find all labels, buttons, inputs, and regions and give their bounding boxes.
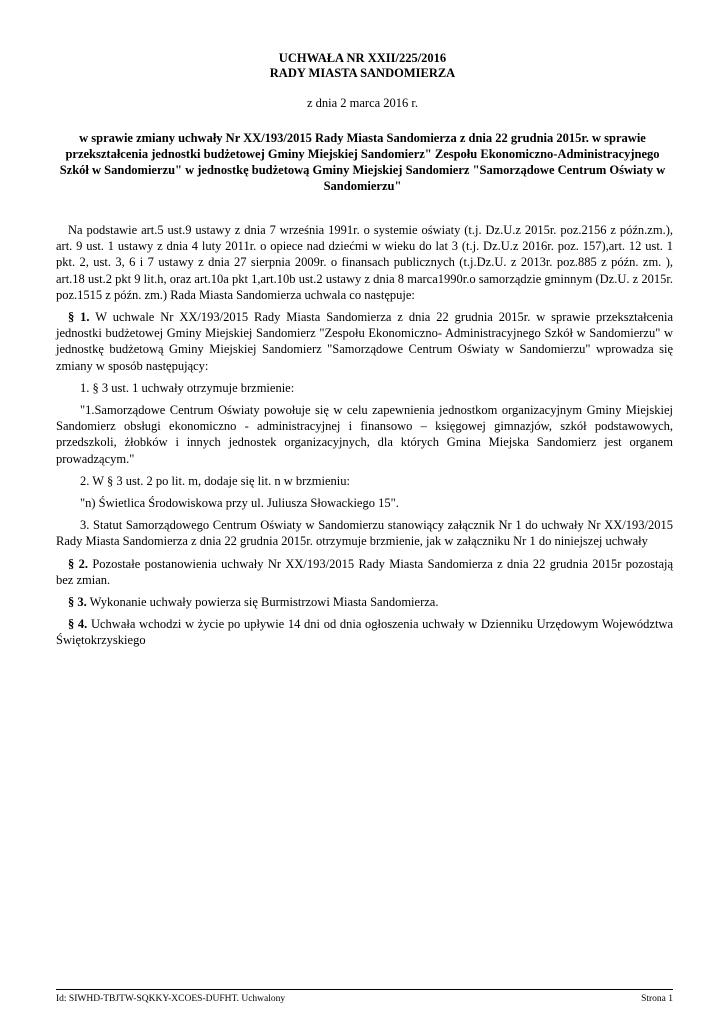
section-4-label: § 4.: [68, 617, 88, 632]
page-footer: [56, 994, 673, 1004]
section-4-text: Uchwała wchodzi w życie po upływie 14 dni od dnia ogłoszenia uchwały w Dzienniku Urzędowym Województwa Świętokrzyskiego: [56, 617, 674, 648]
section-1-item-1-quote: "1.Samorządowe Centrum Oświaty powołuje się w celu zapewnienia jednostkom organizacyjnym Gminy Miejskiej Sandomierz obsługi ekonomiczno - administracyjnej i finansowo – księgowej gimnazjów, szkół podstawowych, przedszkoli, żłobków i innych jednostek organizacyjnych, dla których Gmina Miejska Sandomierz jest organem prowadzącym.": [56, 403, 673, 466]
section-2-text: Pozostałe postanowienia uchwały Nr XX/193/2015 Rady Miasta Sandomierza z dnia 22 grudnia 2015r pozostają bez zmian.: [56, 556, 674, 587]
section-3-text: Wykonanie uchwały powierza się Burmistrzowi Miasta Sandomierza.: [89, 595, 439, 610]
section-1-item-1: 1. § 3 ust. 1 uchwały otrzymuje brzmienie:: [80, 380, 295, 395]
resolution-subject: w sprawie zmiany uchwały Nr XX/193/2015 Rady Miasta Sandomierza z dnia 22 grudnia 2015r. w sprawie przekształcenia jednostki budżetowej Gminy Miejskiej Sandomierz" Zespołu Ekonomiczno-Administracyjnego Szkół w Sandomierzu" w jednostkę budżetową Gminy Miejskiej Sandomierz "Samorządowe Centrum Oświaty w Sandomierzu": [59, 131, 666, 193]
section-4: [56, 616, 673, 648]
section-3: [56, 594, 673, 610]
preamble: Na podstawie art.5 ust.9 ustawy z dnia 7 września 1991r. o systemie oświaty (t.j. Dz.U.z 2015r. poz.2156 z późn.zm.), art. 9 ust. 1 ustawy z dnia 4 luty 2011r. o opiece nad dziećmi w wieku do lat 3 (t.j. Dz.U.z 2016r. poz. 157),art. 12 ust. 1 pkt. 2, ust. 3, 6 i 7 ustawy z dnia 27 sierpnia 2009r. o finansach publicznych (t.j.Dz.U. z 2013r. poz.885 z późn. zm. ), art.18 ust.2 pkt 9 lit.h, oraz art.10a pkt 1,art.10b ust.2 ustawy z dnia 8 marca1990r.o samorządzie gminnym (Dz.U. z 2015r. poz.1515 z późn. zm.) Rada Miasta Sandomierza uchwala co następuje:: [56, 223, 673, 302]
section-1-text: W uchwale Nr XX/193/2015 Rady Miasta Sandomierza z dnia 22 grudnia 2015r. w sprawie przekształcenia jednostki budżetowej Gminy Miejskiej Sandomierz "Zespołu Ekonomiczno- Administracyjnego Szkół w Sandomierzu" w jednostkę budżetową Gminy Miejskiej Sandomierz "Samorządowe Centrum Oświaty w Sandomierzu" wprowadza się zmiany w sposób następujący:: [56, 310, 673, 373]
council-name: RADY MIASTA SANDOMIERZA: [269, 66, 456, 80]
section-1: [56, 309, 673, 374]
resolution-body: [56, 222, 673, 655]
page-number: Strona 1: [641, 994, 673, 1004]
section-2: [56, 556, 673, 588]
section-3-label: § 3.: [68, 595, 87, 610]
footer-divider: [56, 989, 673, 990]
document-id: Id: SIWHD-TBJTW-SQKKY-XCOES-DUFHT. Uchwalony: [56, 994, 286, 1004]
section-1-item-2: 2. W § 3 ust. 2 po lit. m, dodaje się lit. n w brzmieniu:: [80, 473, 351, 488]
section-1-item-3: 3. Statut Samorządowego Centrum Oświaty w Sandomierzu stanowiący załącznik Nr 1 do uchwały Nr XX/193/2015 Rady Miasta Sandomierza z dnia 22 grudnia 2015r. otrzymuje brzmienie, jak w załączniku Nr 1 do niniejszej uchwały: [56, 518, 673, 549]
section-1-item-2-quote: "n) Świetlica Środowiskowa przy ul. Juliusza Słowackiego 15".: [80, 496, 399, 511]
section-2-label: § 2.: [68, 556, 88, 571]
resolution-number: UCHWAŁA NR XXII/225/2016: [278, 51, 447, 65]
resolution-date: z dnia 2 marca 2016 r.: [306, 96, 419, 110]
section-1-label: § 1.: [68, 310, 90, 325]
